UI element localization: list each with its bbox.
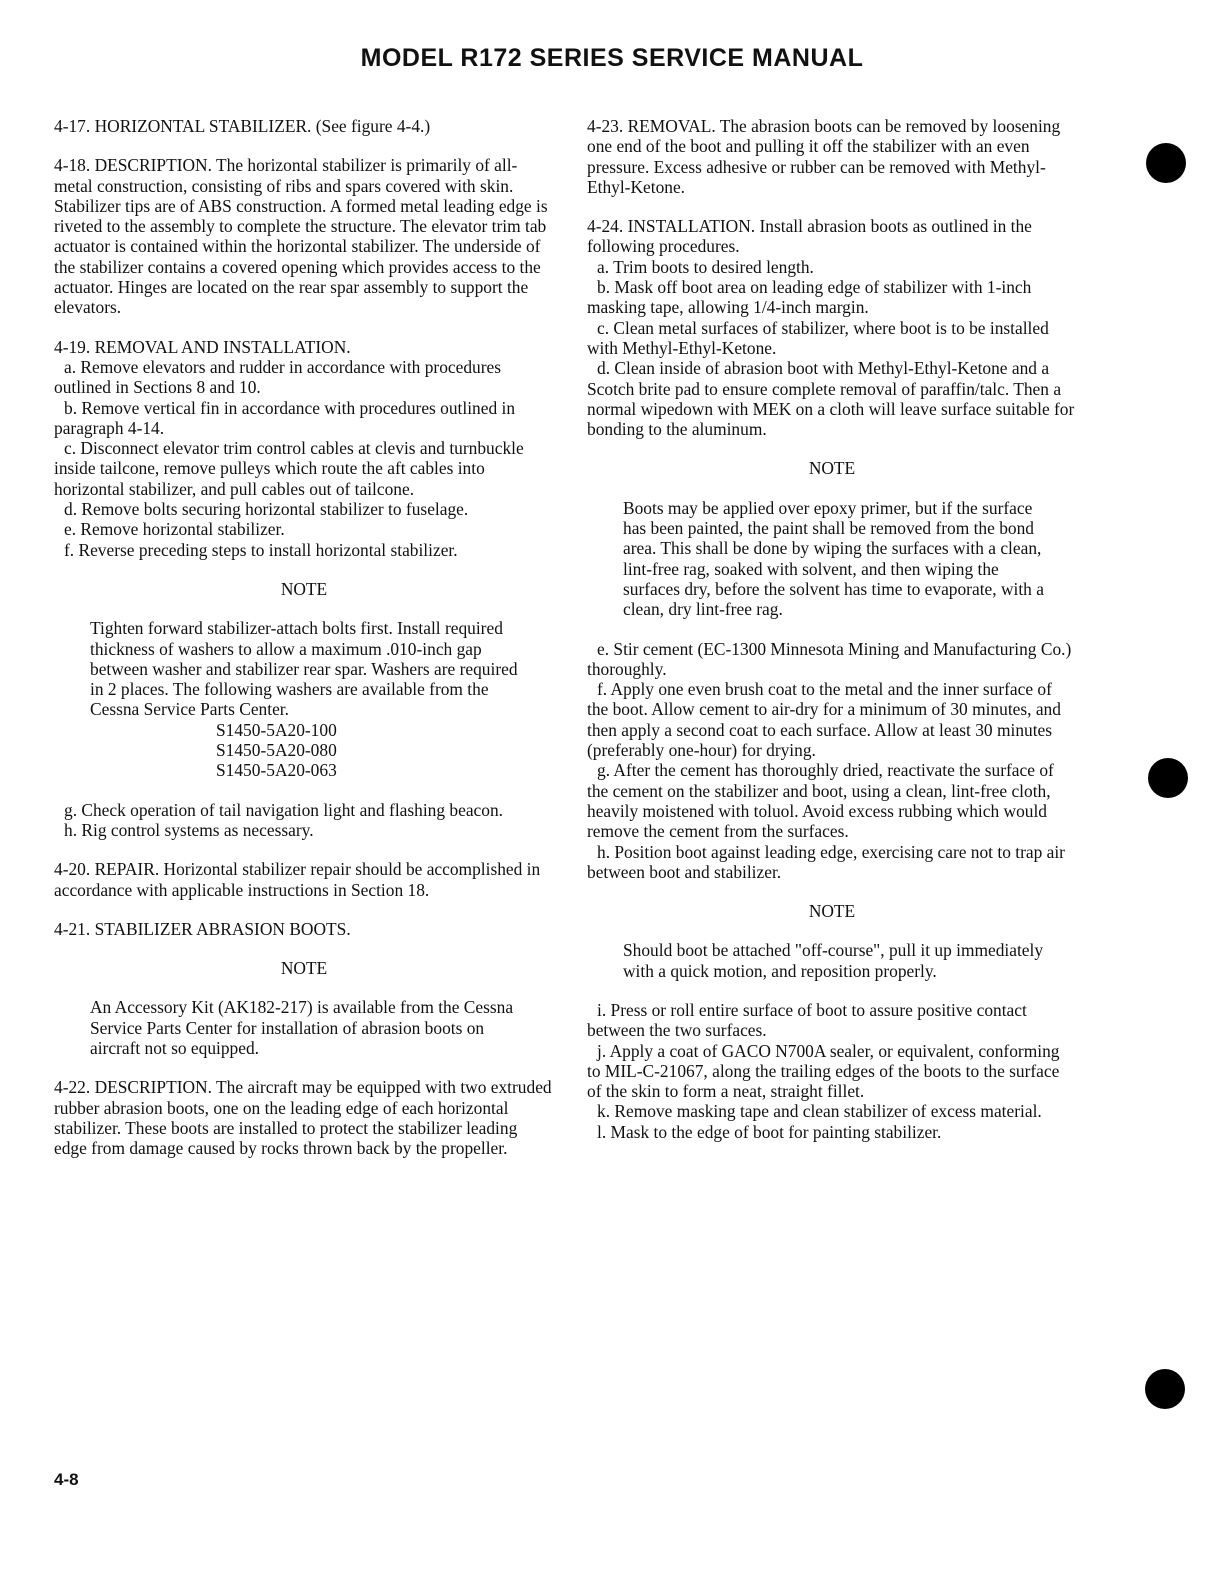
note-title: NOTE [808,458,856,479]
section-4-22-description: 4-22. DESCRIPTION. The aircraft may be equipped with two extruded rubber abrasion boots, one on the leading edge of each horizontal stabilizer. These boots are installed to protect the stabilizer leading edge from damage caused by rocks thrown back by the propeller. [54,1077,552,1159]
part-number: S1450-5A20-100 [216,719,337,740]
section-4-17-heading: 4-17. HORIZONTAL STABILIZER. (See figure 4-4.) [54,116,431,136]
section-4-23-removal: 4-23. REMOVAL. The abrasion boots can be removed by loosening one end of the boot and pulling it off the stabilizer with an even pressure. Excess adhesive or rubber can be removed with Methyl-Ethyl-Ketone. [587,116,1061,197]
step-e: e. Remove horizontal stabilizer. [64,519,285,540]
part-number: S1450-5A20-080 [216,740,337,761]
section-4-24-installation: 4-24. INSTALLATION. Install abrasion boots as outlined in the following procedures. [587,216,1032,257]
binder-hole-middle [1148,758,1188,798]
right-column [587,116,1077,1142]
left-column [54,116,554,1158]
section-4-18-description: 4-18. DESCRIPTION. The horizontal stabilizer is primarily of all-metal construction, consisting of ribs and spars covered with skin. Stabilizer tips are of ABS construction. A formed metal leading edge is riveted to the assembly to complete the structure. The elevator trim tab actuator is contained within the horizontal stabilizer. The underside of the stabilizer contains a covered opening which provides access to the actuator. Hinges are located on the rear spar assembly to support the elevators. [54,155,548,318]
section-4-20-repair: 4-20. REPAIR. Horizontal stabilizer repair should be accomplished in accordance with applicable instructions in Section 18. [54,859,541,900]
step-j: j. Apply a coat of GACO N700A sealer, or equivalent, conforming to MIL-C-21067, along the trailing edges of the boots to the surface of the skin to form a neat, straight fillet. [587,1040,1060,1102]
note-title: NOTE [280,958,328,979]
step-d: d. Clean inside of abrasion boot with Methyl-Ethyl-Ketone and a Scotch brite pad to ensure complete removal of paraffin/talc. Then a normal wipedown with MEK on a cloth will leave surface suitable for bonding to the aluminum. [587,358,1075,440]
step-f: f. Reverse preceding steps to install horizontal stabilizer. [64,539,458,560]
note-title: NOTE [280,578,328,599]
part-number: S1450-5A20-063 [216,760,337,781]
note-body: An Accessory Kit (AK182-217) is available from the Cessna Service Parts Center for installation of abrasion boots on aircraft not so equipped. [90,997,514,1058]
step-c: c. Clean metal surfaces of stabilizer, where boot is to be installed with Methyl-Ethyl-Ketone. [587,317,1049,358]
step-i: i. Press or roll entire surface of boot to assure positive contact between the two surfaces. [587,999,1027,1041]
step-a: a. Remove elevators and rudder in accordance with procedures outlined in Sections 8 and 10. [54,356,501,398]
step-b: b. Remove vertical fin in accordance with procedures outlined in paragraph 4-14. [54,397,516,438]
step-c: c. Disconnect elevator trim control cables at clevis and turnbuckle inside tailcone, remove pulleys which route the aft cables into horizontal stabilizer, and pull cables out of tailcone. [54,438,524,499]
step-k: k. Remove masking tape and clean stabilizer of excess material. [597,1101,1042,1122]
note-body: Tighten forward stabilizer-attach bolts first. Install required thickness of washers to allow a maximum .010-inch gap between washer and stabilizer rear spar. Washers are required in 2 places. The following washers are available from the Cessna Service Parts Center. [90,618,518,720]
section-4-21-heading: 4-21. STABILIZER ABRASION BOOTS. [54,918,351,939]
step-d: d. Remove bolts securing horizontal stabilizer to fuselage. [64,499,469,520]
step-g: g. After the cement has thoroughly dried, reactivate the surface of the cement on the stabilizer and boot, using a clean, lint-free cloth, heavily moistened with toluol. Avoid excess rubbing which would remove the cement from the surfaces. [587,760,1054,842]
step-e: e. Stir cement (EC-1300 Minnesota Mining and Manufacturing Co.) thoroughly. [587,638,1072,679]
step-b: b. Mask off boot area on leading edge of stabilizer with 1-inch masking tape, allowing 1/4-inch margin. [587,277,1032,318]
step-h: h. Rig control systems as necessary. [64,819,314,840]
section-4-19-heading: 4-19. REMOVAL AND INSTALLATION. [54,336,351,357]
step-g: g. Check operation of tail navigation light and flashing beacon. [64,799,503,820]
step-a: a. Trim boots to desired length. [597,256,814,277]
binder-hole-top [1146,143,1186,183]
page-header: MODEL R172 SERIES SERVICE MANUAL [360,44,864,72]
step-f: f. Apply one even brush coat to the metal and the inner surface of the boot. Allow cement to air-dry for a minimum of 30 minutes, and then apply a second coat to each surface. Allow at least 30 minutes (preferably one-hour) for drying. [587,679,1061,761]
note-body: Should boot be attached "off-course", pull it up immediately with a quick motion, and reposition properly. [623,940,1044,981]
note-title: NOTE [808,901,856,922]
step-h: h. Position boot against leading edge, exercising care not to trap air between boot and stabilizer. [587,841,1065,882]
page-number: 4-8 [54,1470,79,1489]
binder-hole-bottom [1145,1369,1185,1409]
note-body: Boots may be applied over epoxy primer, but if the surface has been painted, the paint shall be removed from the bond area. This shall be done by wiping the surfaces with a clean, lint-free rag, soaked with solvent, and then wiping the surfaces dry, before the solvent has time to evaporate, with a clean, dry lint-free rag. [623,497,1044,620]
step-l: l. Mask to the edge of boot for painting stabilizer. [597,1121,942,1142]
